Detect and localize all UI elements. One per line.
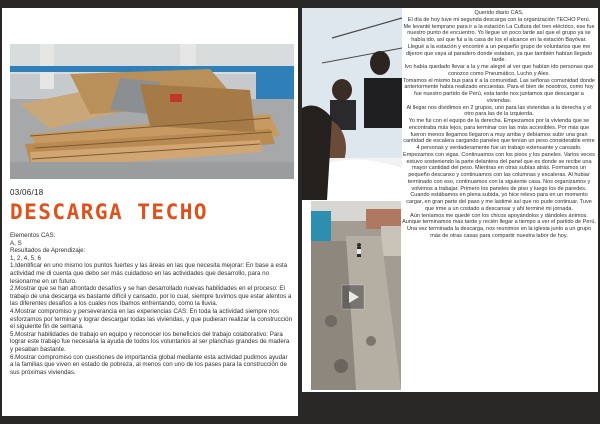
- left-page: [2, 8, 298, 416]
- narrative-paragraph: Llegué a la estación y encontré a un pequeño grupo de voluntarios que me dijeron que vaya al paradero donde estaban, ya que también habían llegado tarde.: [406, 43, 592, 64]
- play-button[interactable]: [342, 285, 364, 309]
- paragraph: 6.Mostrar compromiso con cuestiones de importancia global mediante esta actividad pudimos ayudar a la familias que viven en estado de pobreza, al menos con uno de los pases para la construcción de sus próximas viviendas.: [10, 353, 288, 376]
- cas-reflection-text: [10, 232, 292, 376]
- right-page: [302, 8, 598, 416]
- paragraph: A, S: [10, 239, 22, 247]
- narrative-paragraph: Querido diario CAS,: [474, 10, 524, 16]
- narrative-paragraph: Ivo había quedado llevar a la y me alegré al ver que habían ido personas que conozco como Pneumático, Lucho y Alex.: [404, 64, 594, 77]
- wood-planks-photo: [10, 44, 294, 179]
- paragraph: 5.Mostrar habilidades de trabajo en equipo y reconocer los beneficios del trabajo colaborativo: Para lograr este trabajo fue necesaria la ayuda de todos los voluntarios al ser planchas grandes de madera y pesaban bastante.: [10, 330, 290, 353]
- narrative-paragraph: Tomamos el mismo bus para ir a la comunidad. Las señoras comunidad donde anteriormente había realizado encuestas. Para el bien de nosotros, como hoy fue nuestro partido de Perú, esta tarde nos juntamos que descargar a viviendas.: [403, 77, 595, 104]
- narrative-paragraph: El día de hoy tuve mi segunda descarga con la organización TECHO Perú.: [407, 16, 591, 23]
- narrative-paragraph: Me levanté temprano para ir a la estación La Cultura del tren eléctrico, ese fue nuestro punto de encuentro. Yo llegue un poco tarde así que el grupo ya se había ido, así que fui a la casa de los el alcance en la estación Bayóvar.: [403, 23, 595, 43]
- narrative-paragraph: Yo me fui con el equipo de la derecha. Empezamos por la vivienda que se encontraba más lejos, para terminar con las más accesibles. Por más que fueron menos llegamos llegaron a muy arriba y debíamos subir una gran cantidad de escalera cargando paneles que tenían un peso considerable entre 4 personas y verdaderamente fue un trabajo extenuante y cansado.: [403, 118, 595, 151]
- narrative-paragraph: Al llegar nos dividimos en 2 grupos, uno para las viviendas a la derecha y el otro para las de la izquierda.: [406, 104, 592, 118]
- selfie-photo: [302, 8, 402, 200]
- paragraph: 2.Mostrar que se han afrontado desafíos y se han desarrollado nuevas habilidades en el proceso: El trabajo de una descarga es bastante difícil y cansado, por lo cual, siempre tuvimos que estar atentos a las diferentes desafíos a los cuales nos íbamos enfrentando, como la lluvia.: [10, 285, 292, 308]
- narrative-paragraph: Aún teníamos me quedé con los chicos apoyándolos y dándoles ánimos. Aunque terminamos mas tarde y recién llegar a tiempo a ver el partido de Perú.: [402, 212, 596, 226]
- photo-hillside-path: [311, 201, 401, 390]
- narrative-paragraph: Empezamos con vigas. Continuamos con los pisos y los paneles. Varios veces estuvo sosteniendo la parte delantera del panel que es donde se recibe una mayor cantidad del peso. Mientras en otras subías atrás. Formamos un pequeño descanso y continuamos con las columnas y escaleras. Al hubiar terminado con eso, continuamos con la siguiente casa. Nos organizamos y volvimos a trabajar. Primero los paneles de piso y luego los de paredes. Cuando estábamos en plena subida, yo hice relevo para en un momento cargar, en gran parte del paso y me lastimé así que no pude continuar. Tuve que irme a un costado a descansar y ahí terminé mi jornada.: [403, 151, 595, 212]
- photo-selfie: [302, 8, 402, 200]
- paragraph: Resultados de Aprendizaje:: [10, 247, 86, 255]
- paragraph: Elementos CAS:: [10, 232, 56, 239]
- diary-narrative: [402, 10, 596, 240]
- hillside-path-photo: [311, 201, 401, 390]
- page-title: DESCARGA TECHO: [10, 200, 209, 224]
- page-bottom-band: [302, 392, 598, 416]
- entry-date: 03/06/18: [10, 188, 44, 197]
- paragraph: 4.Mostrar compromiso y perseverancia en las experiencias CAS: En toda la actividad siempre nos esforzamos por terminar y lograr descargar todas las viviendas, y que pudieran realizar la construcción el siguiente fin de semana.: [10, 307, 293, 331]
- paragraph: 1.Identificar en uno mismo los puntos fuertes y las áreas en las que necesita mejorar: En base a esta actividad me di cuenta que debo ser más cuidadoso en las actividades que desarrollo, para no lesionarme en un futuro.: [10, 262, 288, 285]
- photo-wood-planks: [10, 44, 294, 179]
- paragraph: 1, 2, 4, 5, 6: [10, 254, 41, 262]
- narrative-paragraph: Una vez terminada la descarga, nos reunimos en la iglesia junto a un grupo más de otras casas para compartir nuestra labor de hoy.: [406, 226, 592, 239]
